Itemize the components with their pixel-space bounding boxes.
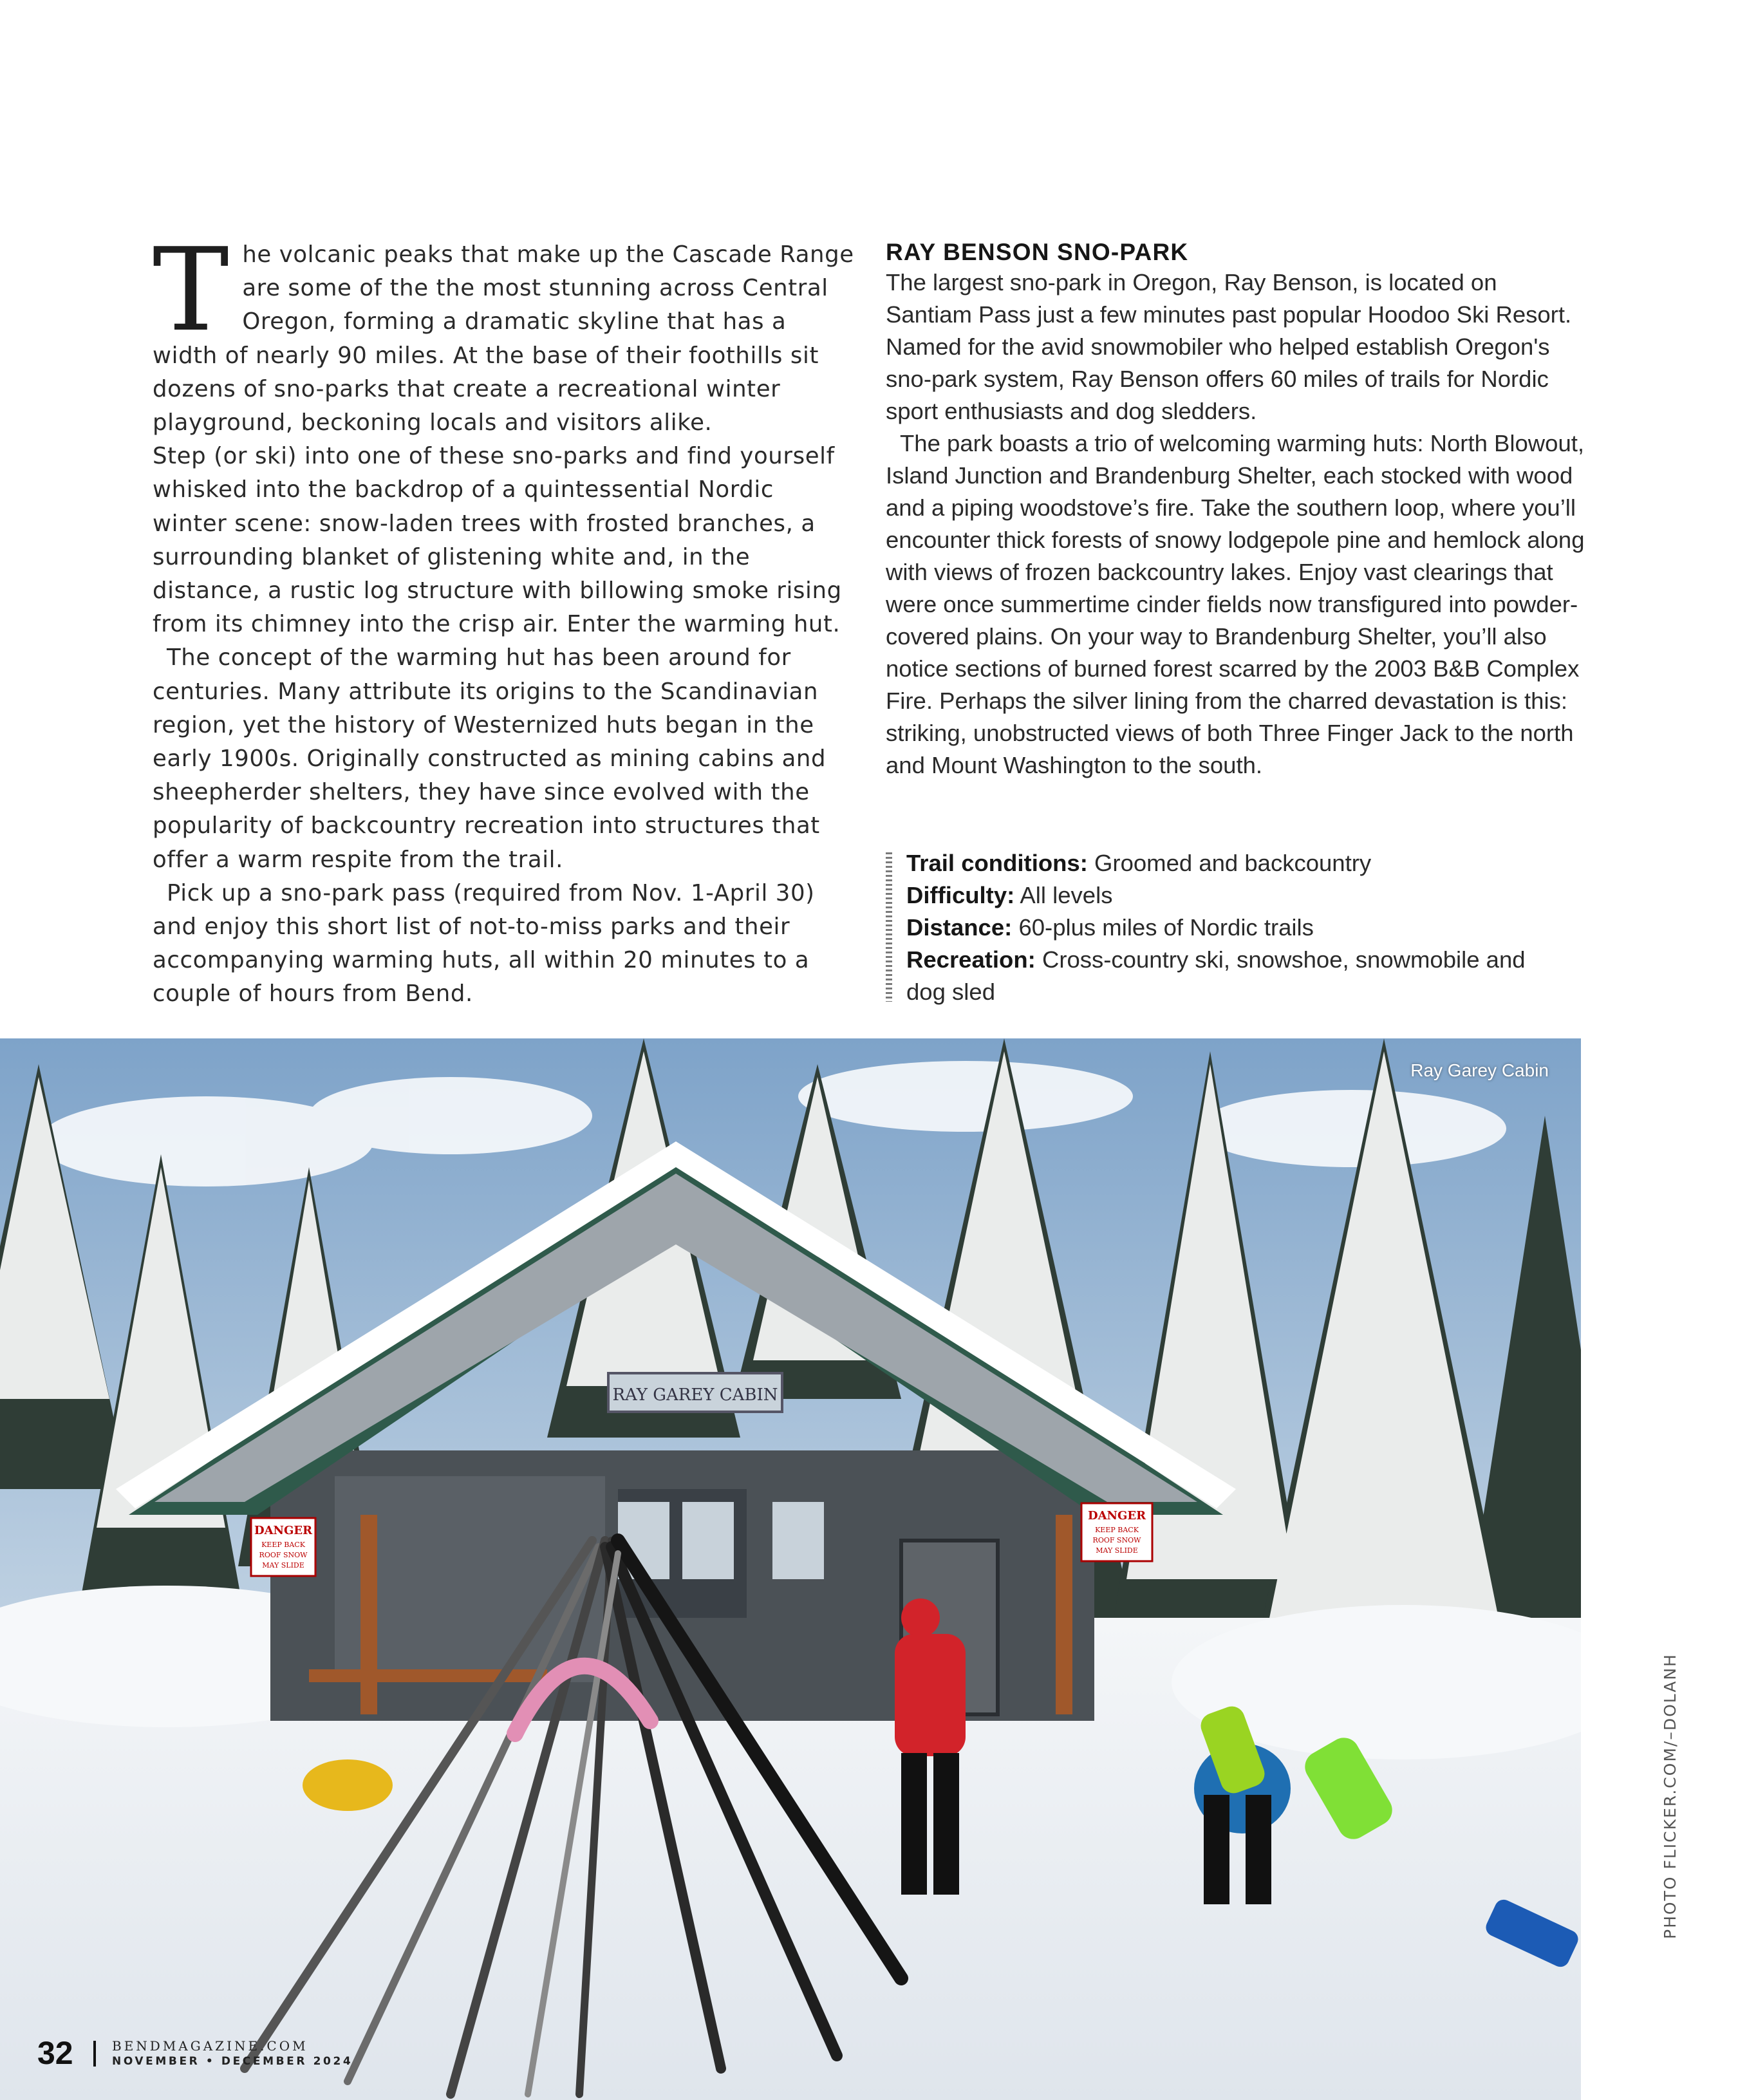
photo-caption: Ray Garey Cabin xyxy=(1410,1060,1549,1080)
fact-box-rule xyxy=(886,852,892,1002)
svg-text:DANGER: DANGER xyxy=(254,1524,313,1537)
drop-cap: T xyxy=(153,223,230,357)
intro-paragraph-2: Step (or ski) into one of these sno-parks and find yourself whisked into the backdrop of a quintessential Nordic winter scene: snow-laden trees with frosted branches, a surrounding blanket of glistening white and, in the distance, a rustic log structure with billowing smoke rising from its chimney into the crisp air. Enter the warming hut. xyxy=(153,443,842,638)
svg-text:KEEP BACK: KEEP BACK xyxy=(1095,1526,1139,1534)
magazine-site: BENDMAGAZINE.COM xyxy=(112,2038,308,2054)
fact-box xyxy=(886,847,1542,1008)
intro-paragraph-1: The volcanic peaks that make up the Cascade Range are some of the the most stunning across Central Oregon, forming a dramatic skyline that has a width of nearly 90 miles. At the base of their foothills sit dozens of sno-parks that create a recreational winter playground, beckoning locals and visitors alike. xyxy=(153,223,854,436)
fact-item: Trail conditions: Groomed and backcountry xyxy=(906,850,1372,876)
section-heading: RAY BENSON SNO-PARK xyxy=(886,239,1189,265)
danger-sign-right xyxy=(1081,1503,1152,1561)
svg-text:MAY SLIDE: MAY SLIDE xyxy=(262,1561,304,1570)
fact-item: Recreation: Cross-country ski, snowshoe, snowmobile and dog sled xyxy=(906,946,1526,1005)
intro-paragraph-4: Pick up a sno-park pass (required from Nov. 1-April 30) and enjoy this short list of not-to-miss parks and their accompanying warming huts, all within 20 minutes to a couple of hours from Bend. xyxy=(153,879,815,1008)
svg-text:MAY SLIDE: MAY SLIDE xyxy=(1096,1546,1138,1555)
section-paragraph-1: The largest sno-park in Oregon, Ray Benson, is located on Santiam Pass just a few minutes past popular Hoodoo Ski Resort. Named for the avid snowmobiler who helped establish Oregon's sno-park system, Ray Benson offers 60 miles of trails for Nordic sport enthusiasts and dog sledders. xyxy=(886,269,1572,424)
magazine-issue: NOVEMBER • DECEMBER 2024 xyxy=(112,2055,353,2068)
cabin-photo xyxy=(0,1038,1581,2100)
ray-benson-section xyxy=(886,238,1587,782)
svg-text:ROOF SNOW: ROOF SNOW xyxy=(1092,1536,1141,1544)
svg-text:DANGER: DANGER xyxy=(1087,1509,1146,1523)
folio-divider xyxy=(93,2041,96,2067)
cabin-sign: RAY GAREY CABIN xyxy=(612,1385,778,1405)
fact-list xyxy=(886,847,1542,1008)
section-paragraph-2: The park boasts a trio of welcoming warming huts: North Blowout, Island Junction and Brandenburg Shelter, each stocked with wood and a piping woodstove’s fire. Take the southern loop, where you’ll encounter thick forests of snowy lodgepole pine and hemlock along with views of frozen backcountry lakes. Enjoy vast clearings that were once summertime cinder fields now transfigured into powder-covered plains. On your way to Brandenburg Shelter, you’ll also notice sections of burned forest scarred by the 2003 B&B Complex Fire. Perhaps the silver lining from the charred devastation is this: striking, unobstructed views of both Three Finger Jack to the north and Mount Washington to the south. xyxy=(886,430,1585,778)
photo-credit: PHOTO FLICKER.COM/–DOLANH xyxy=(1661,1653,1679,1939)
svg-text:KEEP BACK: KEEP BACK xyxy=(261,1541,305,1549)
page-number: 32 xyxy=(37,2035,73,2071)
article-intro xyxy=(153,223,854,1011)
svg-text:ROOF SNOW: ROOF SNOW xyxy=(259,1551,308,1559)
danger-sign-left xyxy=(251,1518,315,1576)
intro-paragraph-3: The concept of the warming hut has been around for centuries. Many attribute its origins to the Scandinavian region, yet the history of Westernized huts began in the early 1900s. Originally constructed as mining cabins and sheepherder shelters, they have since evolved with the popularity of backcountry recreation into structures that offer a warm respite from the trail. xyxy=(153,644,827,873)
fact-item: Distance: 60-plus miles of Nordic trails xyxy=(906,914,1314,941)
fact-item: Difficulty: All levels xyxy=(906,882,1113,908)
yellow-bag xyxy=(303,1759,393,1811)
